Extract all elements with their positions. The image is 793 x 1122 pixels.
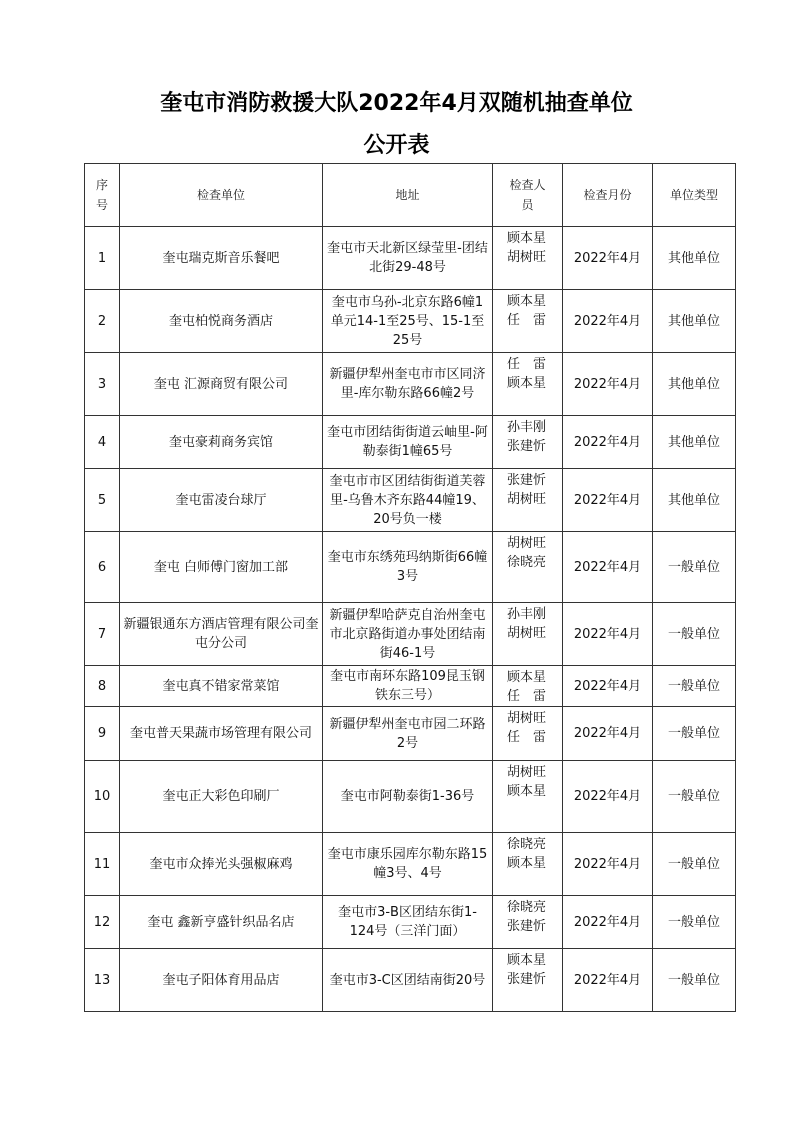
table-row xyxy=(85,290,736,353)
inspector-name: 胡树旺 xyxy=(507,626,547,641)
inspector-name: 顾本星 xyxy=(507,953,547,968)
month-cell: 2022年4月 xyxy=(563,896,653,949)
address-cell: 奎屯市南环东路109昆玉钢铁东三号） xyxy=(323,666,493,707)
seq-cell: 3 xyxy=(85,353,120,416)
address-cell: 奎屯市3-C区团结南街20号 xyxy=(323,949,493,1012)
month-cell: 2022年4月 xyxy=(563,833,653,896)
inspector-name: 顾本星 xyxy=(507,784,547,799)
unit-cell: 奎屯雷凌台球厅 xyxy=(120,469,323,532)
seq-cell: 9 xyxy=(85,707,120,761)
inspector-name: 顾本星 xyxy=(507,670,547,685)
inspector-name: 顾本星 xyxy=(507,856,547,871)
type-cell: 一般单位 xyxy=(653,532,736,603)
inspector-cell xyxy=(493,532,563,603)
unit-cell: 新疆银通东方酒店管理有限公司奎屯分公司 xyxy=(120,603,323,666)
inspector-name: 任 雷 xyxy=(507,313,547,328)
month-cell: 2022年4月 xyxy=(563,532,653,603)
unit-cell: 奎屯柏悦商务酒店 xyxy=(120,290,323,353)
inspector-cell xyxy=(493,227,563,290)
table-row xyxy=(85,896,736,949)
address-cell: 新疆伊犁州奎屯市市区同济里-库尔勒东路66幢2号 xyxy=(323,353,493,416)
inspector-name: 顾本星 xyxy=(507,376,547,391)
inspector-cell xyxy=(493,666,563,707)
header-address: 地址 xyxy=(323,164,493,227)
month-cell: 2022年4月 xyxy=(563,416,653,469)
table-row xyxy=(85,532,736,603)
unit-cell: 奎屯真不错家常菜馆 xyxy=(120,666,323,707)
header-inspector: 检查人员 xyxy=(493,164,563,227)
address-cell: 奎屯市东绣苑玛纳斯街66幢3号 xyxy=(323,532,493,603)
type-cell: 一般单位 xyxy=(653,833,736,896)
inspector-name: 张建忻 xyxy=(507,919,547,934)
unit-cell: 奎屯子阳体育用品店 xyxy=(120,949,323,1012)
unit-cell: 奎屯 汇源商贸有限公司 xyxy=(120,353,323,416)
month-cell: 2022年4月 xyxy=(563,949,653,1012)
inspection-table xyxy=(84,163,736,1012)
unit-cell: 奎屯瑞克斯音乐餐吧 xyxy=(120,227,323,290)
table-header-row xyxy=(85,164,736,227)
table-row xyxy=(85,707,736,761)
table-row xyxy=(85,416,736,469)
inspector-name: 徐晓亮 xyxy=(507,900,547,915)
inspector-cell xyxy=(493,469,563,532)
seq-cell: 4 xyxy=(85,416,120,469)
type-cell: 其他单位 xyxy=(653,227,736,290)
inspector-cell xyxy=(493,290,563,353)
inspector-name: 任 雷 xyxy=(507,730,547,745)
seq-cell: 2 xyxy=(85,290,120,353)
seq-cell: 7 xyxy=(85,603,120,666)
seq-cell: 10 xyxy=(85,761,120,833)
seq-cell: 12 xyxy=(85,896,120,949)
inspector-cell xyxy=(493,603,563,666)
type-cell: 一般单位 xyxy=(653,896,736,949)
type-cell: 其他单位 xyxy=(653,416,736,469)
inspector-name: 胡树旺 xyxy=(507,536,547,551)
unit-cell: 奎屯市众捧光头强椒麻鸡 xyxy=(120,833,323,896)
page-title: 奎屯市消防救援大队2022年4月双随机抽查单位 xyxy=(160,91,633,116)
address-cell: 新疆伊犁哈萨克自治州奎屯市北京路街道办事处团结南街46-1号 xyxy=(323,603,493,666)
inspector-name: 胡树旺 xyxy=(507,765,547,780)
inspector-name: 张建忻 xyxy=(507,972,547,987)
table-row xyxy=(85,603,736,666)
table-row xyxy=(85,761,736,833)
inspector-cell xyxy=(493,416,563,469)
address-cell: 奎屯市天北新区绿莹里-团结北街29-48号 xyxy=(323,227,493,290)
address-cell: 新疆伊犁州奎屯市园二环路2号 xyxy=(323,707,493,761)
inspector-name: 顾本星 xyxy=(507,294,547,309)
seq-cell: 1 xyxy=(85,227,120,290)
inspector-name: 孙丰刚 xyxy=(507,607,547,622)
inspector-name: 徐晓亮 xyxy=(507,837,547,852)
month-cell: 2022年4月 xyxy=(563,469,653,532)
type-cell: 一般单位 xyxy=(653,707,736,761)
seq-cell: 13 xyxy=(85,949,120,1012)
month-cell: 2022年4月 xyxy=(563,707,653,761)
month-cell: 2022年4月 xyxy=(563,227,653,290)
unit-cell: 奎屯 白师傅门窗加工部 xyxy=(120,532,323,603)
header-unit: 检查单位 xyxy=(120,164,323,227)
address-cell: 奎屯市阿勒泰街1-36号 xyxy=(323,761,493,833)
month-cell: 2022年4月 xyxy=(563,603,653,666)
inspector-cell xyxy=(493,896,563,949)
inspector-name: 孙丰刚 xyxy=(507,420,547,435)
inspector-cell xyxy=(493,833,563,896)
table-row xyxy=(85,949,736,1012)
unit-cell: 奎屯 鑫新亨盛针织品名店 xyxy=(120,896,323,949)
month-cell: 2022年4月 xyxy=(563,761,653,833)
table-row xyxy=(85,469,736,532)
header-type: 单位类型 xyxy=(653,164,736,227)
inspector-name: 徐晓亮 xyxy=(507,555,547,570)
type-cell: 其他单位 xyxy=(653,469,736,532)
inspector-name: 胡树旺 xyxy=(507,711,547,726)
type-cell: 其他单位 xyxy=(653,290,736,353)
address-cell: 奎屯市3-B区团结东街1-124号（三洋门面） xyxy=(323,896,493,949)
inspector-name: 顾本星 xyxy=(507,231,547,246)
unit-cell: 奎屯普天果蔬市场管理有限公司 xyxy=(120,707,323,761)
inspector-name: 胡树旺 xyxy=(507,492,547,507)
address-cell: 奎屯市乌孙-北京东路6幢1单元14-1至25号、15-1至25号 xyxy=(323,290,493,353)
address-cell: 奎屯市团结街街道云岫里-阿勒泰街1幢65号 xyxy=(323,416,493,469)
inspector-name: 张建忻 xyxy=(507,473,547,488)
type-cell: 一般单位 xyxy=(653,949,736,1012)
unit-cell: 奎屯正大彩色印刷厂 xyxy=(120,761,323,833)
table-row xyxy=(85,666,736,707)
address-cell: 奎屯市康乐园库尔勒东路15幢3号、4号 xyxy=(323,833,493,896)
inspector-name: 胡树旺 xyxy=(507,250,547,265)
seq-cell: 11 xyxy=(85,833,120,896)
inspector-cell xyxy=(493,707,563,761)
inspector-name: 任 雷 xyxy=(507,357,547,372)
table-row xyxy=(85,353,736,416)
table-row xyxy=(85,833,736,896)
type-cell: 其他单位 xyxy=(653,353,736,416)
inspector-cell xyxy=(493,353,563,416)
inspector-cell xyxy=(493,949,563,1012)
inspector-cell xyxy=(493,761,563,833)
type-cell: 一般单位 xyxy=(653,603,736,666)
seq-cell: 6 xyxy=(85,532,120,603)
type-cell: 一般单位 xyxy=(653,761,736,833)
unit-cell: 奎屯豪莉商务宾馆 xyxy=(120,416,323,469)
page-subtitle: 公开表 xyxy=(363,133,430,158)
month-cell: 2022年4月 xyxy=(563,290,653,353)
address-cell: 奎屯市市区团结街街道芙蓉里-乌鲁木齐东路44幢19、20号负一楼 xyxy=(323,469,493,532)
inspector-name: 任 雷 xyxy=(507,689,547,704)
seq-cell: 8 xyxy=(85,666,120,707)
month-cell: 2022年4月 xyxy=(563,353,653,416)
header-month: 检查月份 xyxy=(563,164,653,227)
type-cell: 一般单位 xyxy=(653,666,736,707)
header-seq: 序号 xyxy=(85,164,120,227)
inspector-name: 张建忻 xyxy=(507,439,547,454)
seq-cell: 5 xyxy=(85,469,120,532)
month-cell: 2022年4月 xyxy=(563,666,653,707)
table-row xyxy=(85,227,736,290)
